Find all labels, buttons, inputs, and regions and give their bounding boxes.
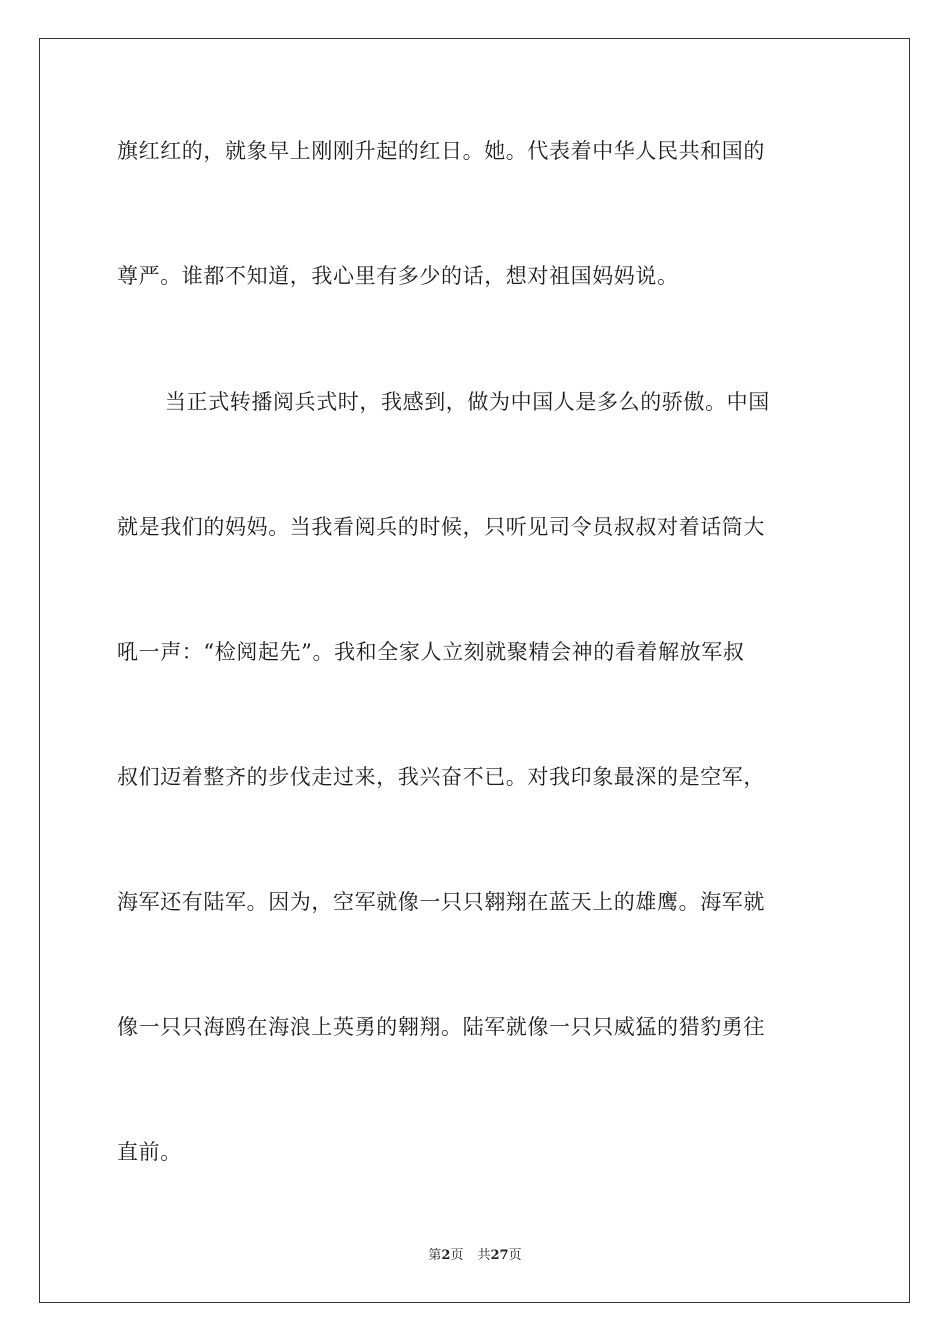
total-prefix: 共	[477, 1248, 491, 1263]
text-line-6: 叔们迈着整齐的步伐走过来，我兴奋不已。对我印象最深的是空军，	[117, 765, 765, 789]
text-line-2: 尊严。谁都不知道，我心里有多少的话，想对祖国妈妈说。	[117, 264, 679, 288]
page-suffix: 页	[450, 1248, 464, 1263]
text-line-8: 像一只只海鸥在海浪上英勇的翱翔。陆军就像一只只威猛的猎豹勇往	[117, 1015, 765, 1039]
page-border	[39, 38, 910, 1303]
text-line-7: 海军还有陆军。因为，空军就像一只只翱翔在蓝天上的雄鹰。海军就	[117, 890, 765, 914]
text-line-3: 当正式转播阅兵式时，我感到，做为中国人是多么的骄傲。中国	[165, 390, 770, 414]
total-suffix: 页	[508, 1248, 522, 1263]
text-line-4: 就是我们的妈妈。当我看阅兵的时候，只听见司令员叔叔对着话筒大	[117, 515, 765, 539]
page-footer	[0, 1247, 950, 1265]
total-pages: 27	[490, 1248, 509, 1263]
page-prefix: 第	[428, 1248, 442, 1263]
text-line-9: 直前。	[117, 1140, 182, 1164]
page-number: 2	[441, 1248, 451, 1263]
text-line-5: 吼一声：“检阅起先”。我和全家人立刻就聚精会神的看着解放军叔	[117, 640, 745, 664]
text-line-1: 旗红红的，就象早上刚刚升起的红日。她。代表着中华人民共和国的	[117, 139, 765, 163]
